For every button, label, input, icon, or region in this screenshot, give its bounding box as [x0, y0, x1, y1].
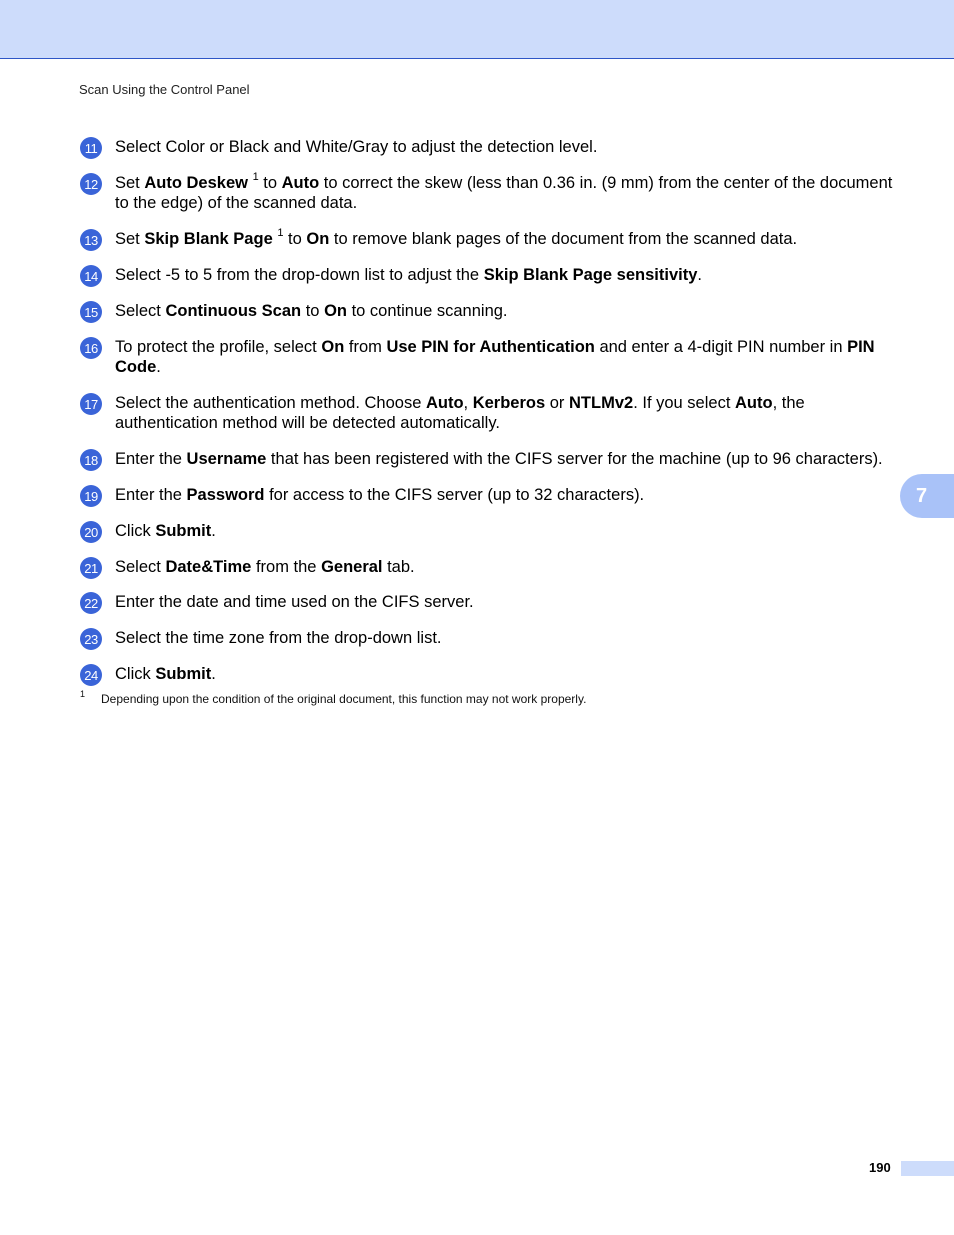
chapter-tab: 7: [900, 474, 954, 518]
step-text: [115, 557, 900, 577]
step-text: [115, 301, 900, 321]
step-item: [80, 265, 900, 287]
step-text-run: Set: [115, 174, 145, 192]
step-text: [115, 265, 900, 285]
step-item: [80, 337, 900, 377]
step-item: [80, 592, 900, 614]
step-text-run: and enter a 4-digit PIN number in: [594, 338, 848, 356]
step-text-run: Select the time zone from the drop-down list.: [115, 629, 442, 647]
step-text-run: Enter the date and time used on the CIFS server.: [115, 593, 474, 611]
step-text: [115, 628, 900, 648]
step-text: [115, 393, 900, 433]
page-number: 190: [869, 1160, 891, 1175]
step-text-run: .: [211, 522, 216, 540]
step-text-run: to continue scanning.: [346, 302, 508, 320]
step-text-run: Select: [115, 558, 166, 576]
step-text: [115, 521, 900, 541]
top-header-band: [0, 0, 954, 59]
step-text: [115, 664, 900, 684]
step-text-run: ,: [463, 394, 473, 412]
step-text: [115, 229, 900, 249]
step-number-badge: 18: [80, 449, 102, 471]
step-text-run: Set: [115, 230, 145, 248]
step-number-badge: 19: [80, 485, 102, 507]
step-item: [80, 628, 900, 650]
step-text-run: from: [344, 338, 387, 356]
step-text-run: .: [156, 358, 161, 376]
step-text-run: .: [211, 665, 216, 683]
step-number-badge: 24: [80, 664, 102, 686]
step-item: [80, 393, 900, 433]
ui-term: Continuous Scan: [165, 302, 302, 320]
step-text: [115, 485, 900, 505]
step-text-run: to: [258, 174, 282, 192]
ui-term: On: [324, 302, 347, 320]
step-text-run: to correct the skew (less than 0.36 in. (9 mm) from the center of the document to the edge) of the scanned data.: [115, 174, 893, 212]
step-text-run: to: [301, 302, 325, 320]
step-text-run: to: [283, 230, 307, 248]
ui-term: Use PIN for Authentication: [386, 338, 595, 356]
step-number-badge: 20: [80, 521, 102, 543]
step-text-run: Select: [115, 302, 166, 320]
step-item: [80, 449, 900, 471]
step-text-run: tab.: [382, 558, 415, 576]
step-number-badge: 17: [80, 393, 102, 415]
ui-term: Submit: [155, 665, 212, 683]
footnote-reference: 1: [252, 171, 259, 183]
step-text-run: or: [545, 394, 570, 412]
ui-term: Auto: [734, 394, 773, 412]
ui-term: Skip Blank Page: [144, 230, 273, 248]
footnote-text: Depending upon the condition of the original document, this function may not work properly.: [101, 692, 587, 706]
step-number-badge: 21: [80, 557, 102, 579]
step-text-run: Click: [115, 522, 156, 540]
step-text-run: Enter the: [115, 450, 187, 468]
step-text-run: . If you select: [633, 394, 735, 412]
running-header: Scan Using the Control Panel: [79, 82, 250, 97]
step-text-run: To protect the profile, select: [115, 338, 322, 356]
step-item: [80, 301, 900, 323]
step-text: [115, 173, 900, 213]
step-item: [80, 229, 900, 251]
step-text-run: from the: [251, 558, 322, 576]
step-number-badge: 23: [80, 628, 102, 650]
step-number-badge: 13: [80, 229, 102, 251]
step-text-run: Enter the: [115, 486, 187, 504]
step-text-run: Select the authentication method. Choose: [115, 394, 426, 412]
ui-term: On: [306, 230, 330, 248]
ui-term: Password: [186, 486, 265, 504]
step-item: [80, 664, 900, 686]
step-text-run: Select -5 to 5 from the drop-down list to adjust the: [115, 266, 484, 284]
ui-term: Auto: [425, 394, 464, 412]
ui-term: Skip Blank Page sensitivity: [483, 266, 698, 284]
step-text-run: that has been registered with the CIFS server for the machine (up to 96 characters).: [266, 450, 883, 468]
step-text-run: .: [697, 266, 702, 284]
ui-term: General: [321, 558, 383, 576]
step-text: [115, 449, 900, 469]
ui-term: Username: [186, 450, 267, 468]
ui-term: Submit: [155, 522, 212, 540]
step-text-run: Click: [115, 665, 156, 683]
ui-term: Auto: [281, 174, 320, 192]
page-number-bar: [901, 1161, 954, 1176]
footnote-reference: 1: [277, 227, 284, 239]
step-text-run: Select Color or Black and White/Gray to adjust the detection level.: [115, 138, 598, 156]
step-text: [115, 592, 900, 612]
ui-term: Kerberos: [472, 394, 546, 412]
footnote-mark: 1: [80, 689, 86, 699]
step-number-badge: 22: [80, 592, 102, 614]
ui-term: Date&Time: [165, 558, 252, 576]
step-number-badge: 14: [80, 265, 102, 287]
step-text-run: , the authentication method will be detected automatically.: [115, 394, 805, 432]
step-number-badge: 15: [80, 301, 102, 323]
step-text-run: for access to the CIFS server (up to 32 characters).: [264, 486, 645, 504]
step-item: [80, 137, 900, 159]
step-text: [115, 137, 900, 157]
ui-term: NTLMv2: [569, 394, 634, 412]
ui-term: PIN Code: [115, 338, 875, 376]
ui-term: Auto Deskew: [144, 174, 248, 192]
step-number-badge: 11: [80, 137, 102, 159]
step-item: [80, 521, 900, 543]
step-text-run: to remove blank pages of the document from the scanned data.: [329, 230, 798, 248]
ui-term: On: [321, 338, 345, 356]
step-text: [115, 337, 900, 377]
step-item: [80, 173, 900, 213]
step-number-badge: 12: [80, 173, 102, 195]
step-item: [80, 557, 900, 579]
step-item: [80, 485, 900, 507]
step-number-badge: 16: [80, 337, 102, 359]
